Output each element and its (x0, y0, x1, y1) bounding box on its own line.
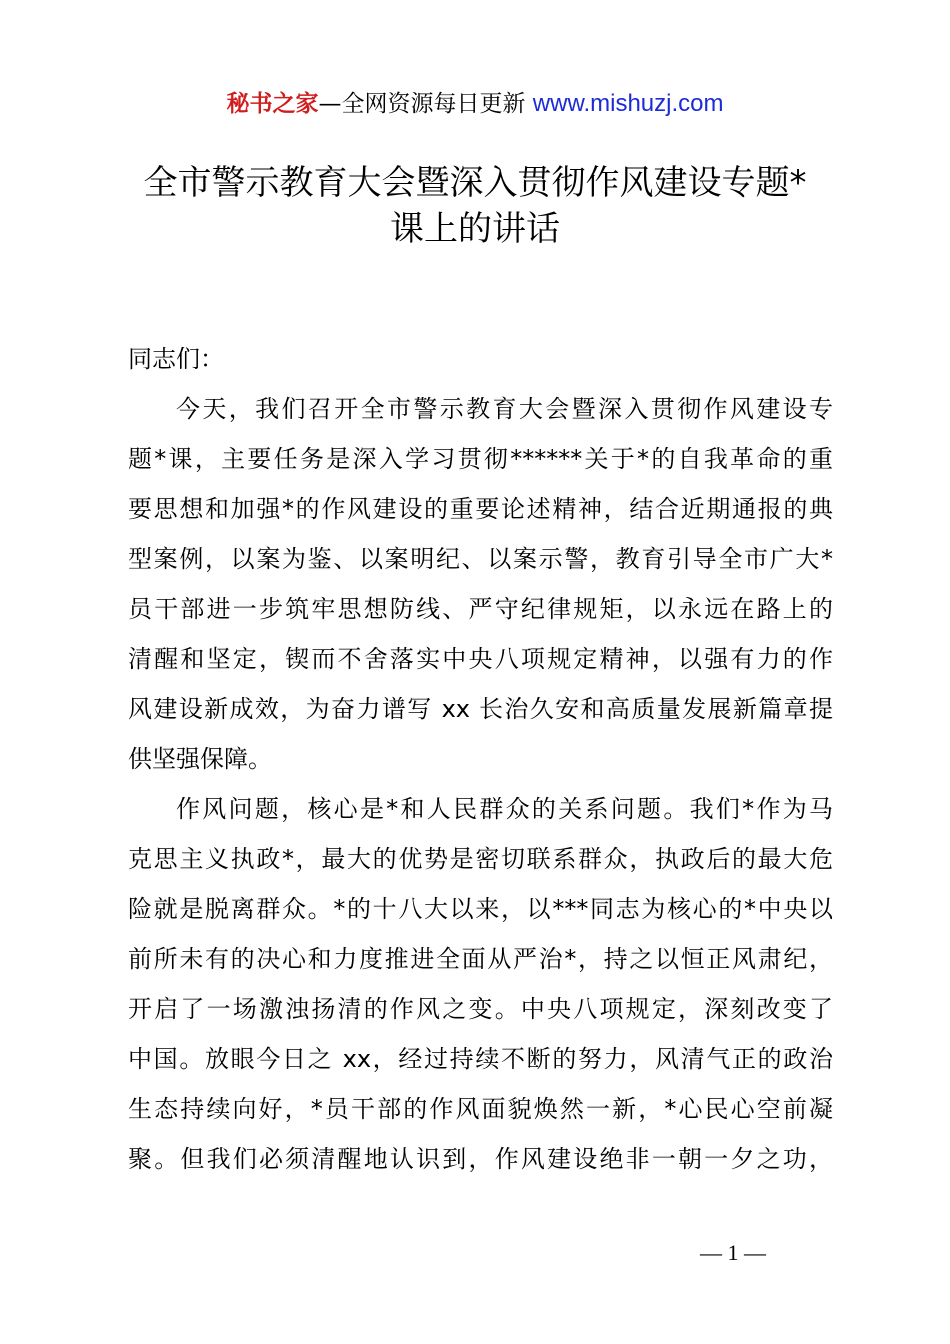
paragraph-line: 今天，我们召开全市警示教育大会暨深入贯彻作风建设专 (176, 395, 833, 423)
document-title (100, 160, 850, 252)
paragraph-line: 供坚强保障。 (128, 745, 272, 773)
paragraph-line: 题*课，主要任务是深入学习贯彻******关于*的自我革命的重 (128, 445, 833, 473)
salutation: 同志们： (128, 345, 224, 373)
paragraph-line: 作风问题，核心是*和人民群众的关系问题。我们*作为马 (176, 795, 833, 823)
paragraph-line: 清醒和坚定，锲而不舍落实中央八项规定精神，以强有力的作 (128, 645, 833, 673)
paragraph-line: 中国。放眼今日之 xx，经过持续不断的努力，风清气正的政治 (128, 1045, 833, 1073)
brand-name: 秘书之家 (226, 91, 319, 117)
site-url-link[interactable]: www.mishuzj.com (532, 90, 724, 117)
paragraph-line: 聚。但我们必须清醒地认识到，作风建设绝非一朝一夕之功， (128, 1145, 833, 1173)
paragraph-2 (128, 784, 833, 1184)
paragraph-line: 险就是脱离群众。*的十八大以来，以***同志为核心的*中央以 (128, 895, 833, 923)
paragraph-line: 生态持续向好，*员干部的作风面貌焕然一新，*心民心空前凝 (128, 1095, 833, 1123)
page-number: — 1 — (700, 1240, 766, 1265)
document-body (128, 334, 833, 1184)
paragraph-1 (128, 384, 833, 784)
paragraph-line: 前所未有的决心和力度推进全面从严治*，持之以恒正风肃纪， (128, 945, 833, 973)
paragraph-line: 型案例，以案为鉴、以案明纪、以案示警，教育引导全市广大* (128, 545, 833, 573)
title-line-2: 课上的讲话 (390, 209, 560, 249)
paragraph-line: 开启了一场激浊扬清的作风之变。中央八项规定，深刻改变了 (128, 995, 833, 1023)
site-header (0, 88, 950, 120)
header-tagline: —全网资源每日更新 (318, 91, 526, 117)
title-line-1: 全市警示教育大会暨深入贯彻作风建设专题* (143, 163, 807, 203)
paragraph-line: 员干部进一步筑牢思想防线、严守纪律规矩，以永远在路上的 (128, 595, 833, 623)
paragraph-line: 要思想和加强*的作风建设的重要论述精神，结合近期通报的典 (128, 495, 833, 523)
paragraph-line: 克思主义执政*，最大的优势是密切联系群众，执政后的最大危 (128, 845, 833, 873)
paragraph-line: 风建设新成效，为奋力谱写 xx 长治久安和高质量发展新篇章提 (128, 695, 833, 723)
